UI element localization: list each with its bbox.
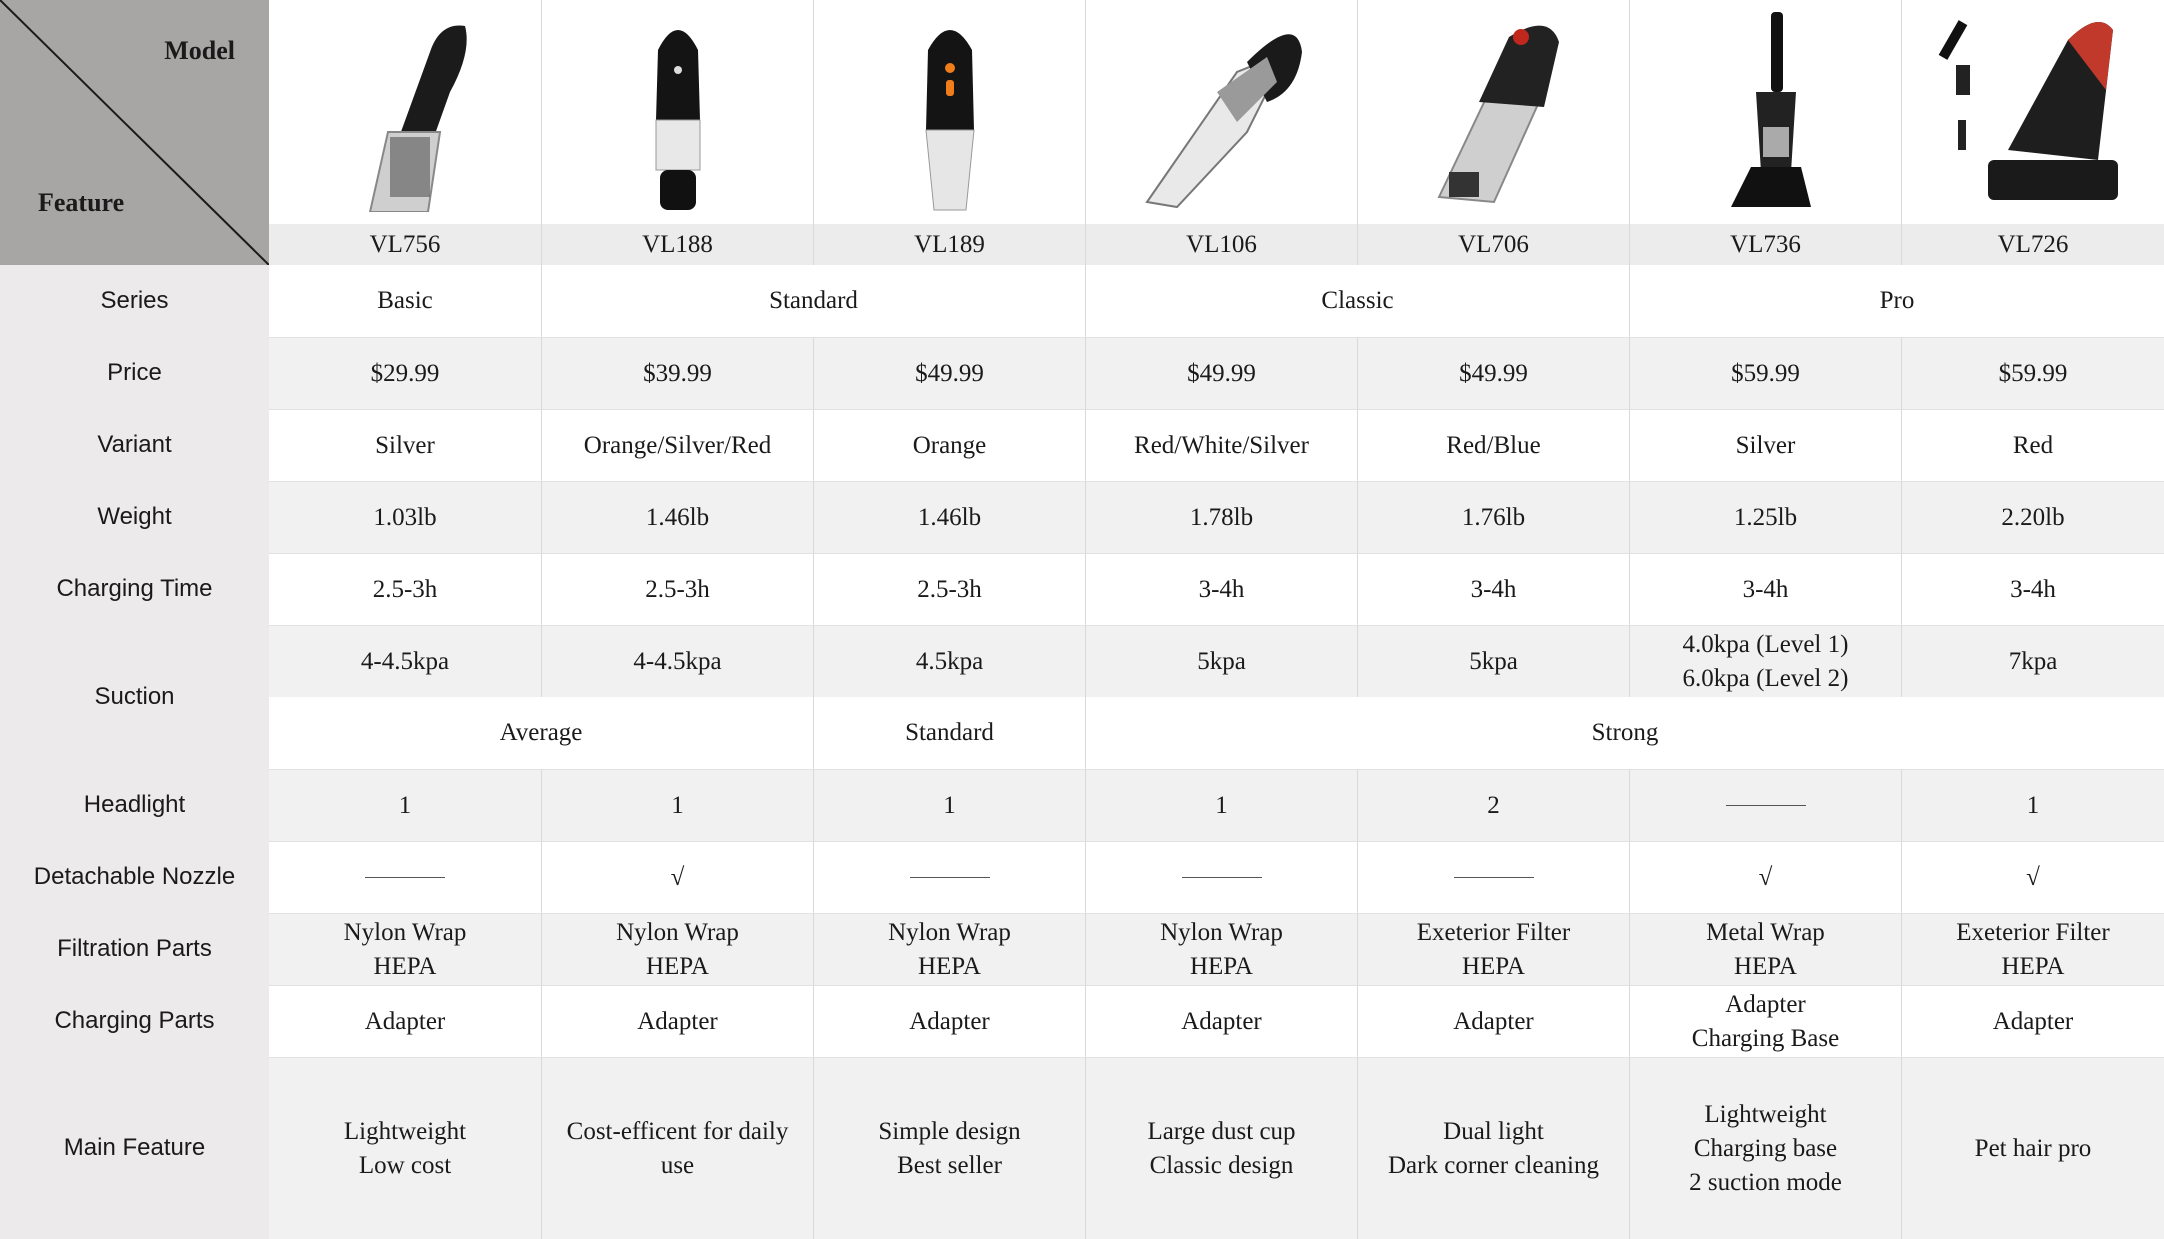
model-name: VL706 (1357, 224, 1629, 265)
feature-label-variant: Variant (0, 409, 269, 481)
nozzle-cell (269, 841, 541, 913)
nozzle-cell: √ (1629, 841, 1901, 913)
model-name: VL756 (269, 224, 541, 265)
variant-cell: Orange/Silver/Red (541, 409, 813, 481)
product-image-vl188 (541, 0, 813, 224)
headlight-cell: 2 (1357, 769, 1629, 841)
model-name: VL106 (1085, 224, 1357, 265)
filtration-cell: Nylon Wrap HEPA (813, 913, 1085, 985)
weight-cell: 1.46lb (541, 481, 813, 553)
series-cell: Standard (541, 265, 1085, 337)
feature-label-price: Price (0, 337, 269, 409)
filtration-cell: Exeterior Filter HEPA (1901, 913, 2164, 985)
filtration-cell: Nylon Wrap HEPA (269, 913, 541, 985)
model-header-label: Model (164, 36, 235, 65)
series-cell: Classic (1085, 265, 1629, 337)
nozzle-cell (1357, 841, 1629, 913)
charging-time-cell: 3-4h (1357, 553, 1629, 625)
price-cell: $59.99 (1901, 337, 2164, 409)
variant-cell: Red/Blue (1357, 409, 1629, 481)
price-cell: $49.99 (1357, 337, 1629, 409)
charging-parts-cell: Adapter (1085, 985, 1357, 1057)
feature-label-filtration: Filtration Parts (0, 913, 269, 985)
product-image-vl736 (1629, 0, 1901, 224)
filtration-cell: Exeterior Filter HEPA (1357, 913, 1629, 985)
headlight-cell: 1 (813, 769, 1085, 841)
corner-header (0, 0, 269, 265)
suction-level-cell: Strong (1085, 697, 2164, 769)
variant-cell: Silver (269, 409, 541, 481)
charging-parts-cell: Adapter (269, 985, 541, 1057)
main-feature-cell: Lightweight Charging base 2 suction mode (1629, 1057, 1901, 1239)
suction-cell: 5kpa (1085, 625, 1357, 697)
model-name: VL188 (541, 224, 813, 265)
charging-time-cell: 3-4h (1629, 553, 1901, 625)
charging-parts-cell: Adapter Charging Base (1629, 985, 1901, 1057)
product-image-vl106 (1085, 0, 1357, 224)
series-cell: Basic (269, 265, 541, 337)
feature-label-weight: Weight (0, 481, 269, 553)
nozzle-cell (1085, 841, 1357, 913)
product-image-vl726 (1901, 0, 2164, 224)
product-image-vl189 (813, 0, 1085, 224)
filtration-cell: Nylon Wrap HEPA (1085, 913, 1357, 985)
price-cell: $59.99 (1629, 337, 1901, 409)
charging-time-cell: 3-4h (1901, 553, 2164, 625)
feature-header-label: Feature (38, 188, 125, 217)
charging-time-cell: 2.5-3h (813, 553, 1085, 625)
series-cell: Pro (1629, 265, 2164, 337)
none-dash (1182, 877, 1262, 878)
feature-label-charging-time: Charging Time (0, 553, 269, 625)
headlight-cell: 1 (1085, 769, 1357, 841)
weight-cell: 1.03lb (269, 481, 541, 553)
charging-parts-cell: Adapter (813, 985, 1085, 1057)
price-cell: $49.99 (813, 337, 1085, 409)
charging-parts-cell: Adapter (1357, 985, 1629, 1057)
filtration-cell: Nylon Wrap HEPA (541, 913, 813, 985)
suction-cell: 5kpa (1357, 625, 1629, 697)
main-feature-cell: Dual light Dark corner cleaning (1357, 1057, 1629, 1239)
none-dash (365, 877, 445, 878)
none-dash (910, 877, 990, 878)
main-feature-cell: Simple design Best seller (813, 1057, 1085, 1239)
nozzle-cell: √ (1901, 841, 2164, 913)
headlight-cell: 1 (541, 769, 813, 841)
nozzle-cell: √ (541, 841, 813, 913)
product-image-vl756 (269, 0, 541, 224)
feature-label-charging-parts: Charging Parts (0, 985, 269, 1057)
price-cell: $49.99 (1085, 337, 1357, 409)
weight-cell: 1.76lb (1357, 481, 1629, 553)
model-name: VL726 (1901, 224, 2164, 265)
main-feature-cell: Pet hair pro (1901, 1057, 2164, 1239)
charging-time-cell: 3-4h (1085, 553, 1357, 625)
price-cell: $39.99 (541, 337, 813, 409)
filtration-cell: Metal Wrap HEPA (1629, 913, 1901, 985)
main-feature-cell: Large dust cup Classic design (1085, 1057, 1357, 1239)
suction-cell: 4-4.5kpa (269, 625, 541, 697)
charging-time-cell: 2.5-3h (541, 553, 813, 625)
model-name: VL189 (813, 224, 1085, 265)
weight-cell: 1.46lb (813, 481, 1085, 553)
suction-level-cell: Standard (813, 697, 1085, 769)
main-feature-cell: Cost-efficent for daily use (541, 1057, 813, 1239)
variant-cell: Red (1901, 409, 2164, 481)
headlight-cell (1629, 769, 1901, 841)
feature-label-series: Series (0, 265, 269, 337)
main-feature-cell: Lightweight Low cost (269, 1057, 541, 1239)
nozzle-cell (813, 841, 1085, 913)
suction-cell: 4-4.5kpa (541, 625, 813, 697)
weight-cell: 1.25lb (1629, 481, 1901, 553)
variant-cell: Silver (1629, 409, 1901, 481)
suction-cell: 4.0kpa (Level 1) 6.0kpa (Level 2) (1629, 625, 1901, 697)
none-dash (1726, 805, 1806, 806)
variant-cell: Orange (813, 409, 1085, 481)
feature-label-main-feature: Main Feature (0, 1057, 269, 1239)
feature-label-nozzle: Detachable Nozzle (0, 841, 269, 913)
suction-level-cell: Average (269, 697, 813, 769)
suction-cell: 7kpa (1901, 625, 2164, 697)
charging-parts-cell: Adapter (541, 985, 813, 1057)
charging-parts-cell: Adapter (1901, 985, 2164, 1057)
weight-cell: 1.78lb (1085, 481, 1357, 553)
suction-cell: 4.5kpa (813, 625, 1085, 697)
model-name: VL736 (1629, 224, 1901, 265)
feature-label-headlight: Headlight (0, 769, 269, 841)
variant-cell: Red/White/Silver (1085, 409, 1357, 481)
product-image-vl706 (1357, 0, 1629, 224)
charging-time-cell: 2.5-3h (269, 553, 541, 625)
none-dash (1454, 877, 1534, 878)
headlight-cell: 1 (1901, 769, 2164, 841)
price-cell: $29.99 (269, 337, 541, 409)
headlight-cell: 1 (269, 769, 541, 841)
feature-label-suction: Suction (0, 625, 269, 769)
weight-cell: 2.20lb (1901, 481, 2164, 553)
